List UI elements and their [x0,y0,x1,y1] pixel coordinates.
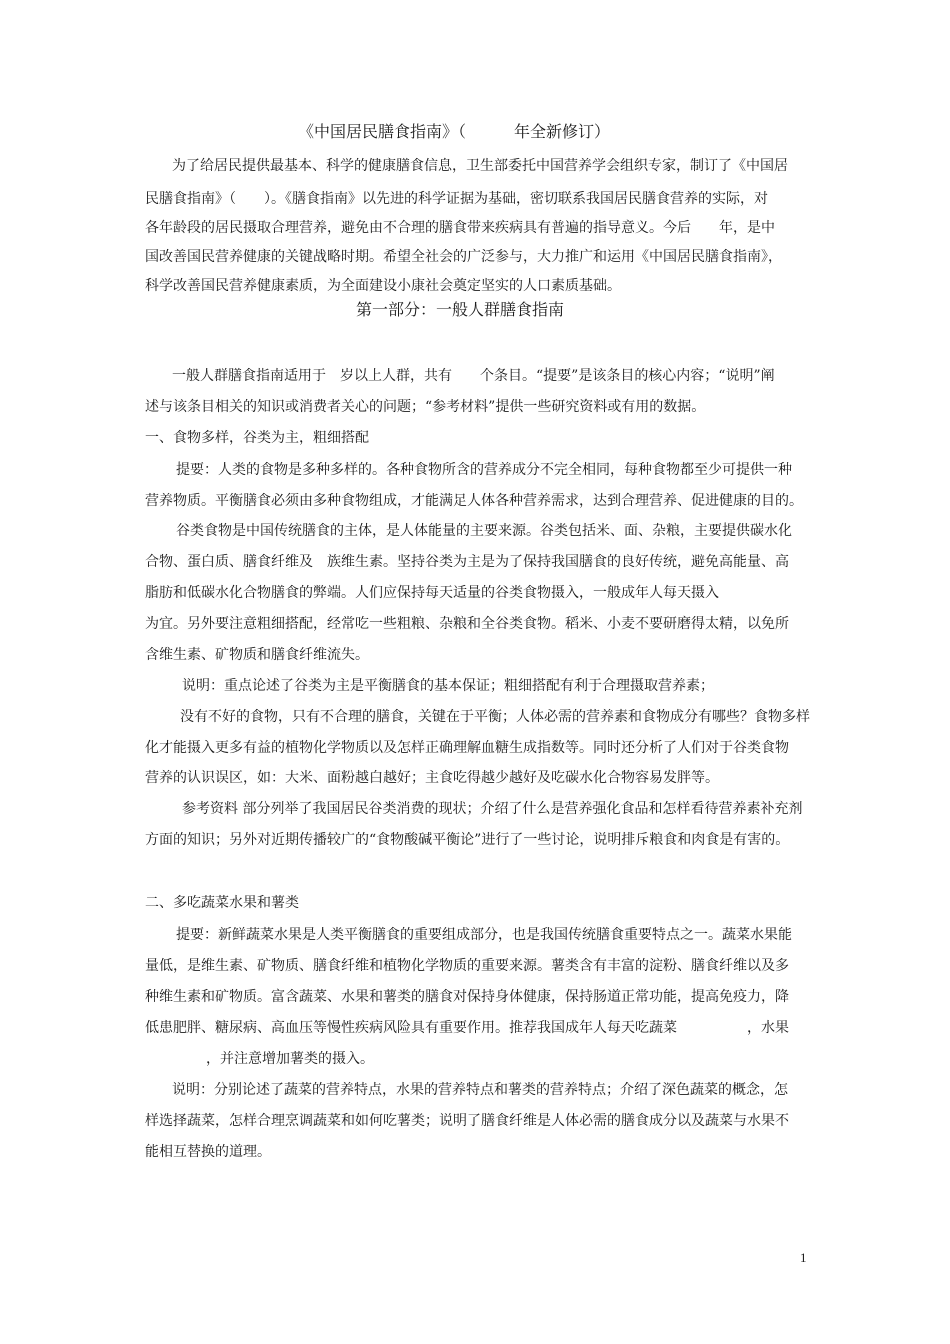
text-line: 国改善国民营养健康的关键战略时期。希望全社会的广泛参与，大力推广和运用《中国居民膳食指南》， [145,249,782,265]
text-line: 说明：分别论述了蔬菜的营养特点，水果的营养特点和薯类的营养特点；介绍了深色蔬菜的概念，怎 [172,1082,788,1098]
text-line: ，并注意增加薯类的摄入。 [206,1051,374,1067]
text-line: 民膳食指南》（ ）。《膳食指南》以先进的科学证据为基础，密切联系我国居民膳食营养的实际，对 [145,191,768,207]
page-number: 1 [800,1250,807,1265]
text-line: 样选择蔬菜，怎样合理烹调蔬菜和如何吃薯类；说明了膳食纤维是人体必需的膳食成分以及蔬菜与水果不 [145,1113,789,1129]
text-line: 述与该条目相关的知识或消费者关心的问题；“参考材料”提供一些研究资料或有用的数据。 [145,399,706,415]
text-line: 提要：人类的食物是多种多样的。各种食物所含的营养成分不完全相同，每种食物都至少可提供一种 [176,462,792,478]
text-line: 营养的认识误区，如：大米、面粉越白越好；主食吃得越少越好及吃碳水化合物容易发胖等。 [145,770,719,786]
text-line: 没有不好的食物，只有不合理的膳食，关键在于平衡；人体必需的营养素和食物成分有哪些？食物多样 [180,709,810,725]
text-line: 化才能摄入更多有益的植物化学物质以及怎样正确理解血糖生成指数等。同时还分析了人们对于谷类食物 [145,740,789,756]
text-line: 量低，是维生素、矿物质、膳食纤维和植物化学物质的重要来源。薯类含有丰富的淀粉、膳食纤维以及多 [145,958,789,974]
text-line: 为宜。另外要注意粗细搭配，经常吃一些粗粮、杂粮和全谷类食物。稻米、小麦不要研磨得太精，以免所 [145,616,789,632]
text-line: 含维生素、矿物质和膳食纤维流失。 [145,647,369,663]
text-line: 一般人群膳食指南适用于 岁以上人群，共有 个条目。“提要”是该条目的核心内容；“说明”阐 [172,368,775,384]
text-line: 种维生素和矿物质。富含蔬菜、水果和薯类的膳食对保持身体健康，保持肠道正常功能，提高免疫力，降 [145,989,789,1005]
text-line: 低患肥胖、糖尿病、高血压等慢性疾病风险具有重要作用。推荐我国成年人每天吃蔬菜 ，水果 [145,1020,789,1036]
text-line: 合物、蛋白质、膳食纤维及 族维生素。坚持谷类为主是为了保持我国膳食的良好传统，避免高能量、高 [145,554,789,570]
text-line: 方面的知识；另外对近期传播较广的“食物酸碱平衡论”进行了一些讨论，说明排斥粮食和肉食是有害的。 [145,832,790,848]
section1-explanation: 说明：重点论述了谷类为主是平衡膳食的基本保证；粗细搭配有利于合理摄取营养素； [182,678,714,694]
text-line: 营养物质。平衡膳食必须由多种食物组成，才能满足人体各种营养需求，达到合理营养、促进健康的目的。 [145,493,803,509]
text-line: 脂肪和低碳水化合物膳食的弊端。人们应保持每天适量的谷类食物摄入，一般成年人每天摄入 [145,585,719,601]
text-line: 能相互替换的道理。 [145,1144,271,1160]
document-title: 《中国居民膳食指南》（ 年全新修订） [298,122,611,141]
text-line: 为了给居民提供最基本、科学的健康膳食信息，卫生部委托中国营养学会组织专家，制订了《中国居 [172,158,788,174]
section1-heading: 一、食物多样，谷类为主，粗细搭配 [145,430,369,446]
text-line: 参考资料 部分列举了我国居民谷类消费的现状；介绍了什么是营养强化食品和怎样看待营养素补充剂 [182,801,803,817]
text-line: 科学改善国民营养健康素质，为全面建设小康社会奠定坚实的人口素质基础。 [145,278,621,294]
section2-heading: 二、多吃蔬菜水果和薯类 [145,895,299,911]
part1-title: 第一部分：一般人群膳食指南 [356,300,565,319]
text-line: 谷类食物是中国传统膳食的主体，是人体能量的主要来源。谷类包括米、面、杂粮，主要提供碳水化 [176,523,792,539]
text-line: 提要：新鲜蔬菜水果是人类平衡膳食的重要组成部分，也是我国传统膳食重要特点之一。蔬菜水果能 [176,927,792,943]
text-line: 各年龄段的居民摄取合理营养，避免由不合理的膳食带来疾病具有普遍的指导意义。今后 年，是中 [145,220,775,236]
